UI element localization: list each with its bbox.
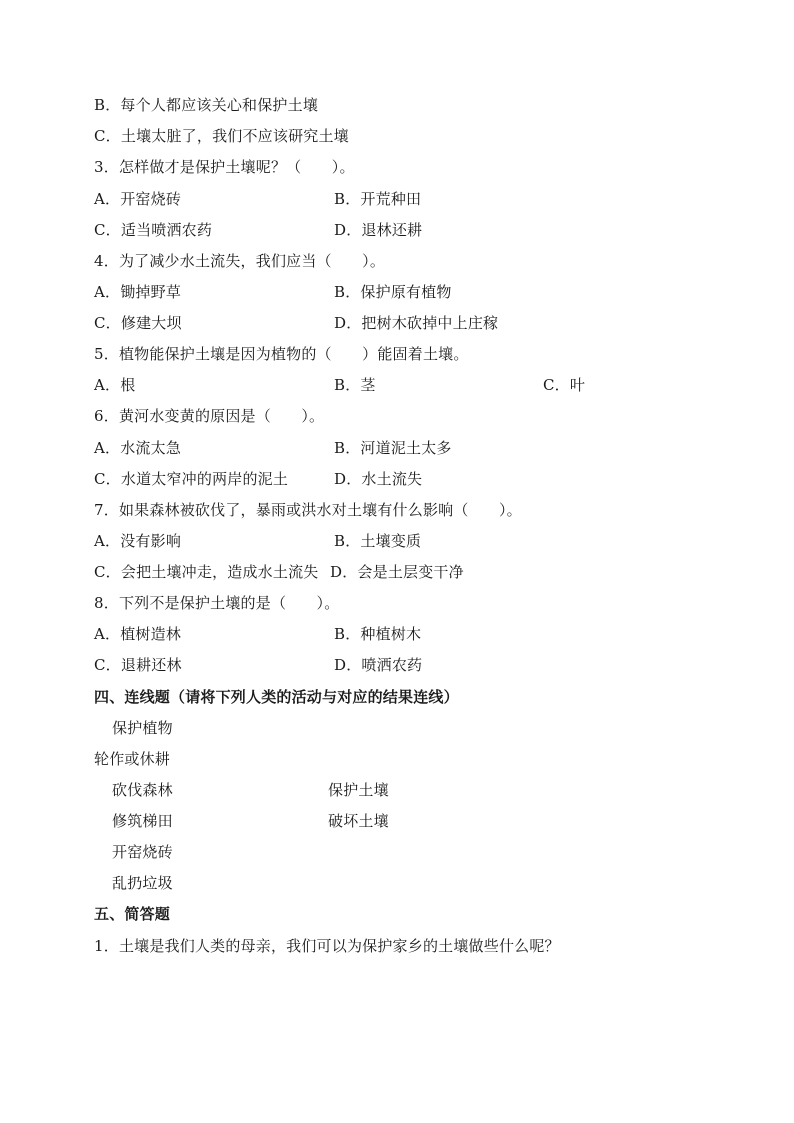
q6-option-a: A．水流太急 — [94, 439, 182, 457]
section5-title: 五、简答题 — [94, 905, 171, 923]
match-activity-2: 轮作或休耕 — [94, 750, 171, 768]
q6-option-c: C．水道太窄冲的两岸的泥土 — [94, 470, 289, 488]
section5-question-1: 1．土壤是我们人类的母亲，我们可以为保护家乡的土壤做些什么呢？ — [94, 937, 560, 955]
q7-option-d: D．会是土层变干净 — [330, 563, 464, 581]
q6-stem: 6．黄河水变黄的原因是（ ）。 — [94, 407, 325, 425]
q5-option-a: A．根 — [94, 376, 136, 394]
q6-option-b: B．河道泥土太多 — [334, 439, 452, 457]
match-activity-5: 开窑烧砖 — [112, 843, 173, 861]
q4-stem: 4．为了减少水土流失，我们应当（ ）。 — [94, 252, 386, 270]
match-activity-4: 修筑梯田 — [112, 812, 173, 830]
q4-option-d: D．把树木砍掉中上庄稼 — [334, 314, 499, 332]
q8-stem: 8．下列不是保护土壤的是（ ）。 — [94, 594, 340, 612]
q7-option-a: A．没有影响 — [94, 532, 182, 550]
q3-option-b: B．开荒种田 — [334, 190, 422, 208]
q4-option-b: B．保护原有植物 — [334, 283, 452, 301]
q8-option-b: B．种植树木 — [334, 625, 422, 643]
match-result-1: 保护土壤 — [328, 781, 389, 799]
q2-option-b: B．每个人都应该关心和保护土壤 — [94, 96, 319, 114]
q3-option-c: C．适当喷洒农药 — [94, 221, 213, 239]
match-result-2: 破坏土壤 — [328, 812, 389, 830]
q2-option-c: C．土壤太脏了，我们不应该研究土壤 — [94, 127, 349, 145]
q5-option-b: B．茎 — [334, 376, 376, 394]
q5-stem: 5．植物能保护土壤是因为植物的（ ）能固着土壤。 — [94, 345, 469, 363]
q5-option-c: C．叶 — [543, 376, 586, 394]
q7-option-c: C．会把土壤冲走，造成水土流失 — [94, 563, 319, 581]
q3-stem: 3．怎样做才是保护土壤呢？（ ）。 — [94, 158, 355, 176]
q7-stem: 7．如果森林被砍伐了，暴雨或洪水对土壤有什么影响（ ）。 — [94, 501, 522, 519]
q4-option-a: A．锄掉野草 — [94, 283, 182, 301]
section4-title: 四、连线题（请将下列人类的活动与对应的结果连线） — [94, 688, 459, 706]
q7-option-b: B．土壤变质 — [334, 532, 422, 550]
q4-option-c: C．修建大坝 — [94, 314, 182, 332]
match-activity-1: 保护植物 — [112, 719, 173, 737]
match-activity-6: 乱扔垃圾 — [112, 874, 173, 892]
q8-option-a: A．植树造林 — [94, 625, 182, 643]
q8-option-c: C．退耕还林 — [94, 656, 182, 674]
match-activity-3: 砍伐森林 — [112, 781, 173, 799]
q3-option-d: D．退林还耕 — [334, 221, 423, 239]
q6-option-d: D．水土流失 — [334, 470, 423, 488]
q8-option-d: D．喷洒农药 — [334, 656, 423, 674]
q3-option-a: A．开窑烧砖 — [94, 190, 182, 208]
